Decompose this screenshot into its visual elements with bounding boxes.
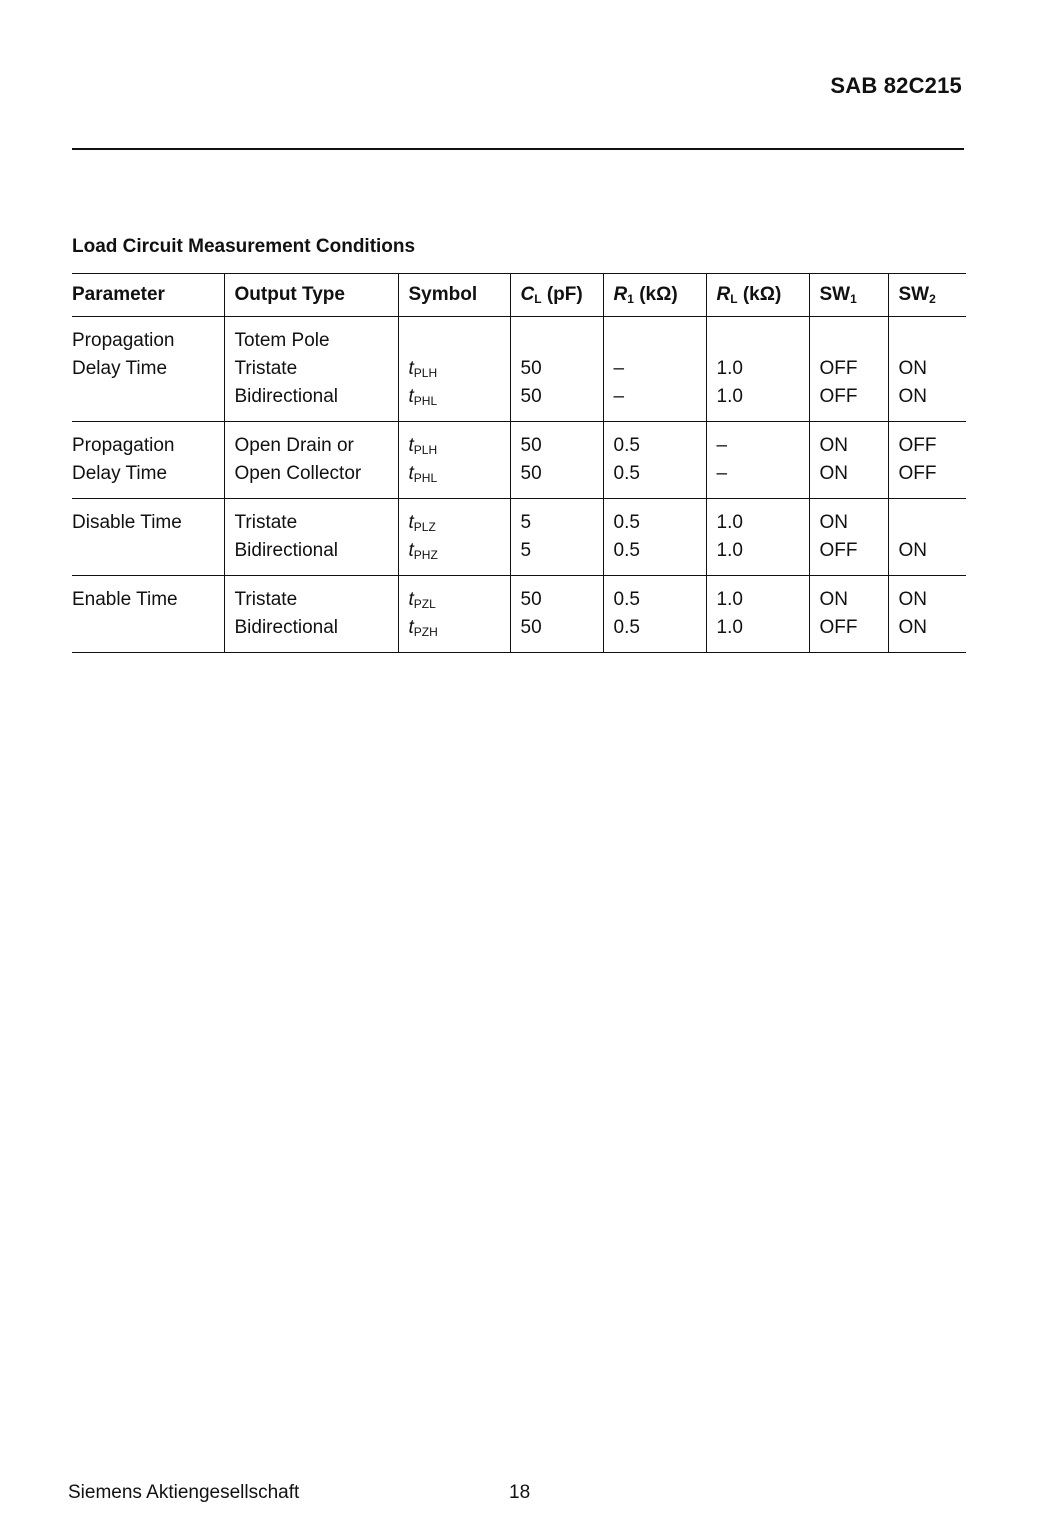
cell-rl: 1.0 1.0	[706, 499, 809, 576]
cell-rl: 1.0 1.0	[706, 576, 809, 653]
table-header-row	[72, 274, 966, 317]
table-row	[72, 317, 966, 422]
cell-symbol: $t_{PLZ}$ $t_{PHZ}$	[398, 499, 510, 576]
cell-parameter: Disable Time	[72, 512, 182, 533]
table-row	[72, 576, 966, 653]
header-output-type: Output Type	[224, 274, 398, 317]
document-title: SAB 82C215	[830, 73, 962, 98]
cell-cl: 50 50	[510, 422, 603, 499]
cell-symbol: $t_{PZL}$ $t_{PZH}$	[398, 576, 510, 653]
cell-output-type: Tristate Bidirectional	[224, 576, 398, 653]
cell-parameter: Propagation Delay Time	[72, 435, 175, 484]
cell-cl: 5 5	[510, 499, 603, 576]
cell-sw1: ON OFF	[809, 499, 888, 576]
cell-cl: 50 50	[510, 576, 603, 653]
cell-sw1: ON ON	[809, 422, 888, 499]
cell-parameter: Enable Time	[72, 589, 178, 610]
cell-sw2: ON ON	[888, 576, 966, 653]
cell-r1: 0.5 0.5	[603, 576, 706, 653]
cell-rl: – –	[706, 422, 809, 499]
table-row	[72, 422, 966, 499]
cell-sw1: OFF OFF	[809, 317, 888, 422]
table-row	[72, 499, 966, 576]
cell-output-type: Tristate Bidirectional	[224, 499, 398, 576]
cell-parameter: Propagation Delay Time	[72, 330, 175, 379]
cell-sw2: ON ON	[888, 317, 966, 422]
header-symbol: Symbol	[398, 274, 510, 317]
footer-company: Siemens Aktiengesellschaft	[68, 1482, 300, 1503]
header-sw2: $SW_2$	[888, 274, 966, 317]
cell-output-type: Open Drain or Open Collector	[224, 422, 398, 499]
header-sw1: $SW_1$	[809, 274, 888, 317]
cell-r1: 0.5 0.5	[603, 422, 706, 499]
cell-r1: – –	[603, 317, 706, 422]
header-cl: $C_L$ (pF)	[510, 274, 603, 317]
section-title: Load Circuit Measurement Conditions	[72, 236, 416, 257]
cell-sw1: ON OFF	[809, 576, 888, 653]
cell-sw2: OFF OFF	[888, 422, 966, 499]
page-number: 18	[509, 1482, 531, 1503]
header-parameter: Parameter	[72, 284, 165, 305]
cell-symbol: $t_{PLH}$ $t_{PHL}$	[398, 422, 510, 499]
load-circuit-table	[72, 273, 966, 653]
cell-symbol: $t_{PLH}$ $t_{PHL}$	[398, 317, 510, 422]
cell-cl: 50 50	[510, 317, 603, 422]
header-r1: $R_1$ (kΩ)	[603, 274, 706, 317]
cell-rl: 1.0 1.0	[706, 317, 809, 422]
header-divider	[72, 148, 964, 150]
cell-r1: 0.5 0.5	[603, 499, 706, 576]
cell-output-type: Totem Pole Tristate Bidirectional	[224, 317, 398, 422]
cell-sw2: ON	[888, 499, 966, 576]
header-rl: $R_L$ (kΩ)	[706, 274, 809, 317]
